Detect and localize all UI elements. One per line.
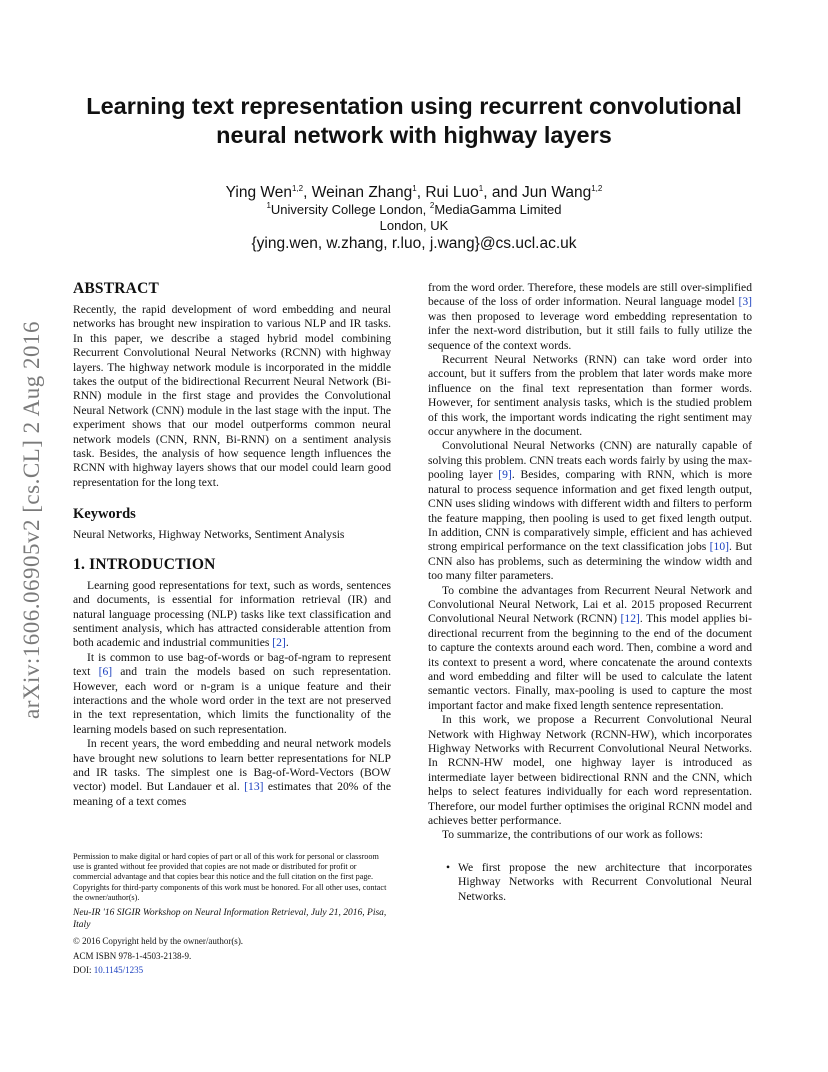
- copyright-notice: © 2016 Copyright held by the owner/author(s).: [73, 936, 244, 947]
- citation-link[interactable]: [6]: [98, 665, 113, 679]
- affiliation-mark: 1: [478, 184, 484, 193]
- citation-link[interactable]: [2]: [272, 636, 286, 650]
- abstract-text: Recently, the rapid development of word embedding and neural networks has brought new inspiration to various NLP and IR tasks. In this paper, we describe a staged hybrid model combining Recurrent Convolutional Neural Networks (RCNN) with highway layers. The highway network module is incorporated in the middle takes the output of the bidirectional Recurrent Neural Network (Bi-RNN) module in the first stage and provides the Convolutional Neural Network (CNN) module in the last stage with the input. The experiment shows that our model outperforms common neural network models (CNN, RNN, Bi-RNN) on a sentiment analysis task. Besides, the analysis of how sequence length influences the RCNN with highway layers shows that our model could learn good representation for the long text.: [73, 303, 391, 489]
- affiliation-mark: 1: [266, 201, 271, 210]
- affiliation-mark: 1,2: [591, 184, 603, 193]
- author-name: Ying Wen: [225, 184, 292, 201]
- right-paragraph-2: Recurrent Neural Networks (RNN) can take word order into account, but it suffers from the problem that later words make more influence on the final text representation than former words. However, for sentiment analysis tasks, which is the studied problem of this work, the important words indicating the right sentiment may occur anywhere in the document.: [428, 353, 752, 439]
- left-column: [73, 280, 391, 809]
- keywords-text: Neural Networks, Highway Networks, Sentiment Analysis: [73, 528, 345, 542]
- contribution-list-item: [446, 861, 752, 904]
- arxiv-sidebar: [17, 290, 47, 750]
- permission-notice: Permission to make digital or hard copies of part or all of this work for personal or classroom use is granted without fee provided that copies are not made or distributed for profit or commercial advantage and that copies bear this notice and the full citation on the first page. Copyrights for third-party components of this work must be honored. For all other uses, contact the owner/author(s).: [73, 852, 387, 902]
- intro-paragraph-1: Learning good representations for text, such as words, sentences and documents, is essential for information retrieval (IR) and natural language processing (NLP) tasks like text classification and sentiment analysis, which has attracted considerable attention from both academic and industrial communities [2].: [73, 578, 391, 650]
- keywords-heading: Keywords: [73, 506, 136, 523]
- citation-link[interactable]: [9]: [498, 468, 512, 482]
- affiliation-mark: 1,2: [291, 184, 304, 193]
- location: London, UK: [379, 218, 449, 233]
- doi-line: DOI: 10.1145/1235: [73, 965, 144, 976]
- affiliation-mark: 1: [412, 184, 417, 193]
- intro-heading: 1. INTRODUCTION: [73, 555, 216, 573]
- affiliation-2: MediaGamma Limited: [434, 202, 562, 217]
- affiliations: [60, 202, 768, 218]
- citation-link[interactable]: [3]: [738, 295, 752, 309]
- paper-title: [60, 92, 768, 150]
- title-line-1: Learning text representation using recurrent convolutional: [86, 93, 742, 119]
- right-paragraph-3: Convolutional Neural Networks (CNN) are naturally capable of solving this problem. CNN treats each words fairly by using the max-pooling layer [9]. Besides, comparing with RNN, which is more natural to process sequence information and get fixed length output, CNN uses sliding windows with different width and filters to perform the feature mapping, then pooling is used to get fixed length output. In addition, CNN is comparatively simple, efficient and has achieved strong empirical performance on the text classification jobs [10]. But CNN also has problems, such as determining the window width and too many filter parameters.: [428, 439, 752, 583]
- affiliation-mark: 2: [429, 201, 435, 210]
- author-block: [60, 183, 768, 253]
- citation-link[interactable]: [13]: [244, 780, 264, 794]
- affiliation-1: University College London,: [270, 202, 430, 217]
- doi-link[interactable]: 10.1145/1235: [93, 965, 144, 976]
- venue-info: Neu-IR '16 SIGIR Workshop on Neural Information Retrieval, July 21, 2016, Pisa, Italy: [73, 908, 387, 930]
- title-line-2: neural network with highway layers: [216, 122, 612, 148]
- right-paragraph-4: To combine the advantages from Recurrent Neural Network and Convolutional Neural Network, Lai et al. 2015 proposed Recurrent Convolutional Neural Network (RCNN) [12]. This model applies bi-directional recurrent from the beginning to the end of the document to capture the contexts around each word. Then, combine a word and its context to present a word, where concatenate the around contexts and word embedding and filter will be used to calculate the latent semantic vectors. Finally, max-pooling is used to capture the most important factor and make fixed length sentence representation.: [428, 583, 752, 712]
- author-emails: {ying.wen, w.zhang, r.luo, j.wang}@cs.ucl.ac.uk: [251, 235, 577, 252]
- first-page-footnote: [73, 852, 391, 977]
- author-name: Weinan Zhang: [311, 184, 413, 201]
- author-name: Jun Wang: [522, 184, 592, 201]
- intro-paragraph-2: It is common to use bag-of-words or bag-of-ngram to represent text [6] and train the models based on such representation. However, each word or n-gram is a unique feature and their interactions and the whole word order in the text are not preserved in the text representation, which limits the functionality of the learning models based on such representation.: [73, 650, 391, 736]
- right-paragraph-1: from the word order. Therefore, these models are still over-simplified because of the loss of order information. Neural language model [3] was then proposed to leverage word embedding representation to infer the next-word distribution, but it still fails to fully utilize the sequence of the context words.: [428, 281, 752, 352]
- intro-paragraph-3: In recent years, the word embedding and neural network models have brought new solutions to learn better representations for NLP and IR tasks. The simplest one is Bag-of-Word-Vectors (BOW vector) model. But Landauer et al. [13] estimates that 20% of the meaning of a text comes: [73, 737, 391, 808]
- contribution-text: We first propose the new architecture that incorporates Highway Networks with Recurrent Convolutional Neural Networks.: [458, 860, 752, 903]
- arxiv-identifier: arXiv:1606.06905v2 [cs.CL] 2 Aug 2016: [19, 321, 44, 719]
- citation-link[interactable]: [10]: [709, 540, 729, 554]
- right-column: [428, 281, 752, 904]
- right-paragraph-5: In this work, we propose a Recurrent Convolutional Neural Network with Highway Network (RCNN-HW), which incorporates Highway Networks with Recurrent Convolutional Neural Networks. In RCNN-HW model, one highway layer is introduced as intermediate layer between bidirectional RNN and the CNN, which helps to select features individually for each word representation. Therefore, our model further optimises the original RCNN model and achieves better performance.: [428, 713, 752, 828]
- author-name: Rui Luo: [425, 184, 479, 201]
- citation-link[interactable]: [12]: [620, 612, 640, 626]
- isbn: ACM ISBN 978-1-4503-2138-9.: [73, 950, 192, 961]
- bullet-mark: •: [446, 860, 451, 874]
- abstract-heading: ABSTRACT: [73, 280, 160, 297]
- right-paragraph-6: To summarize, the contributions of our work as follows:: [442, 828, 703, 842]
- author-names: Ying Wen$^{1,2}$, Weinan Zhang$^1$, Rui Luo$^1$, and Jun Wang$^{1,2}$: [225, 184, 603, 201]
